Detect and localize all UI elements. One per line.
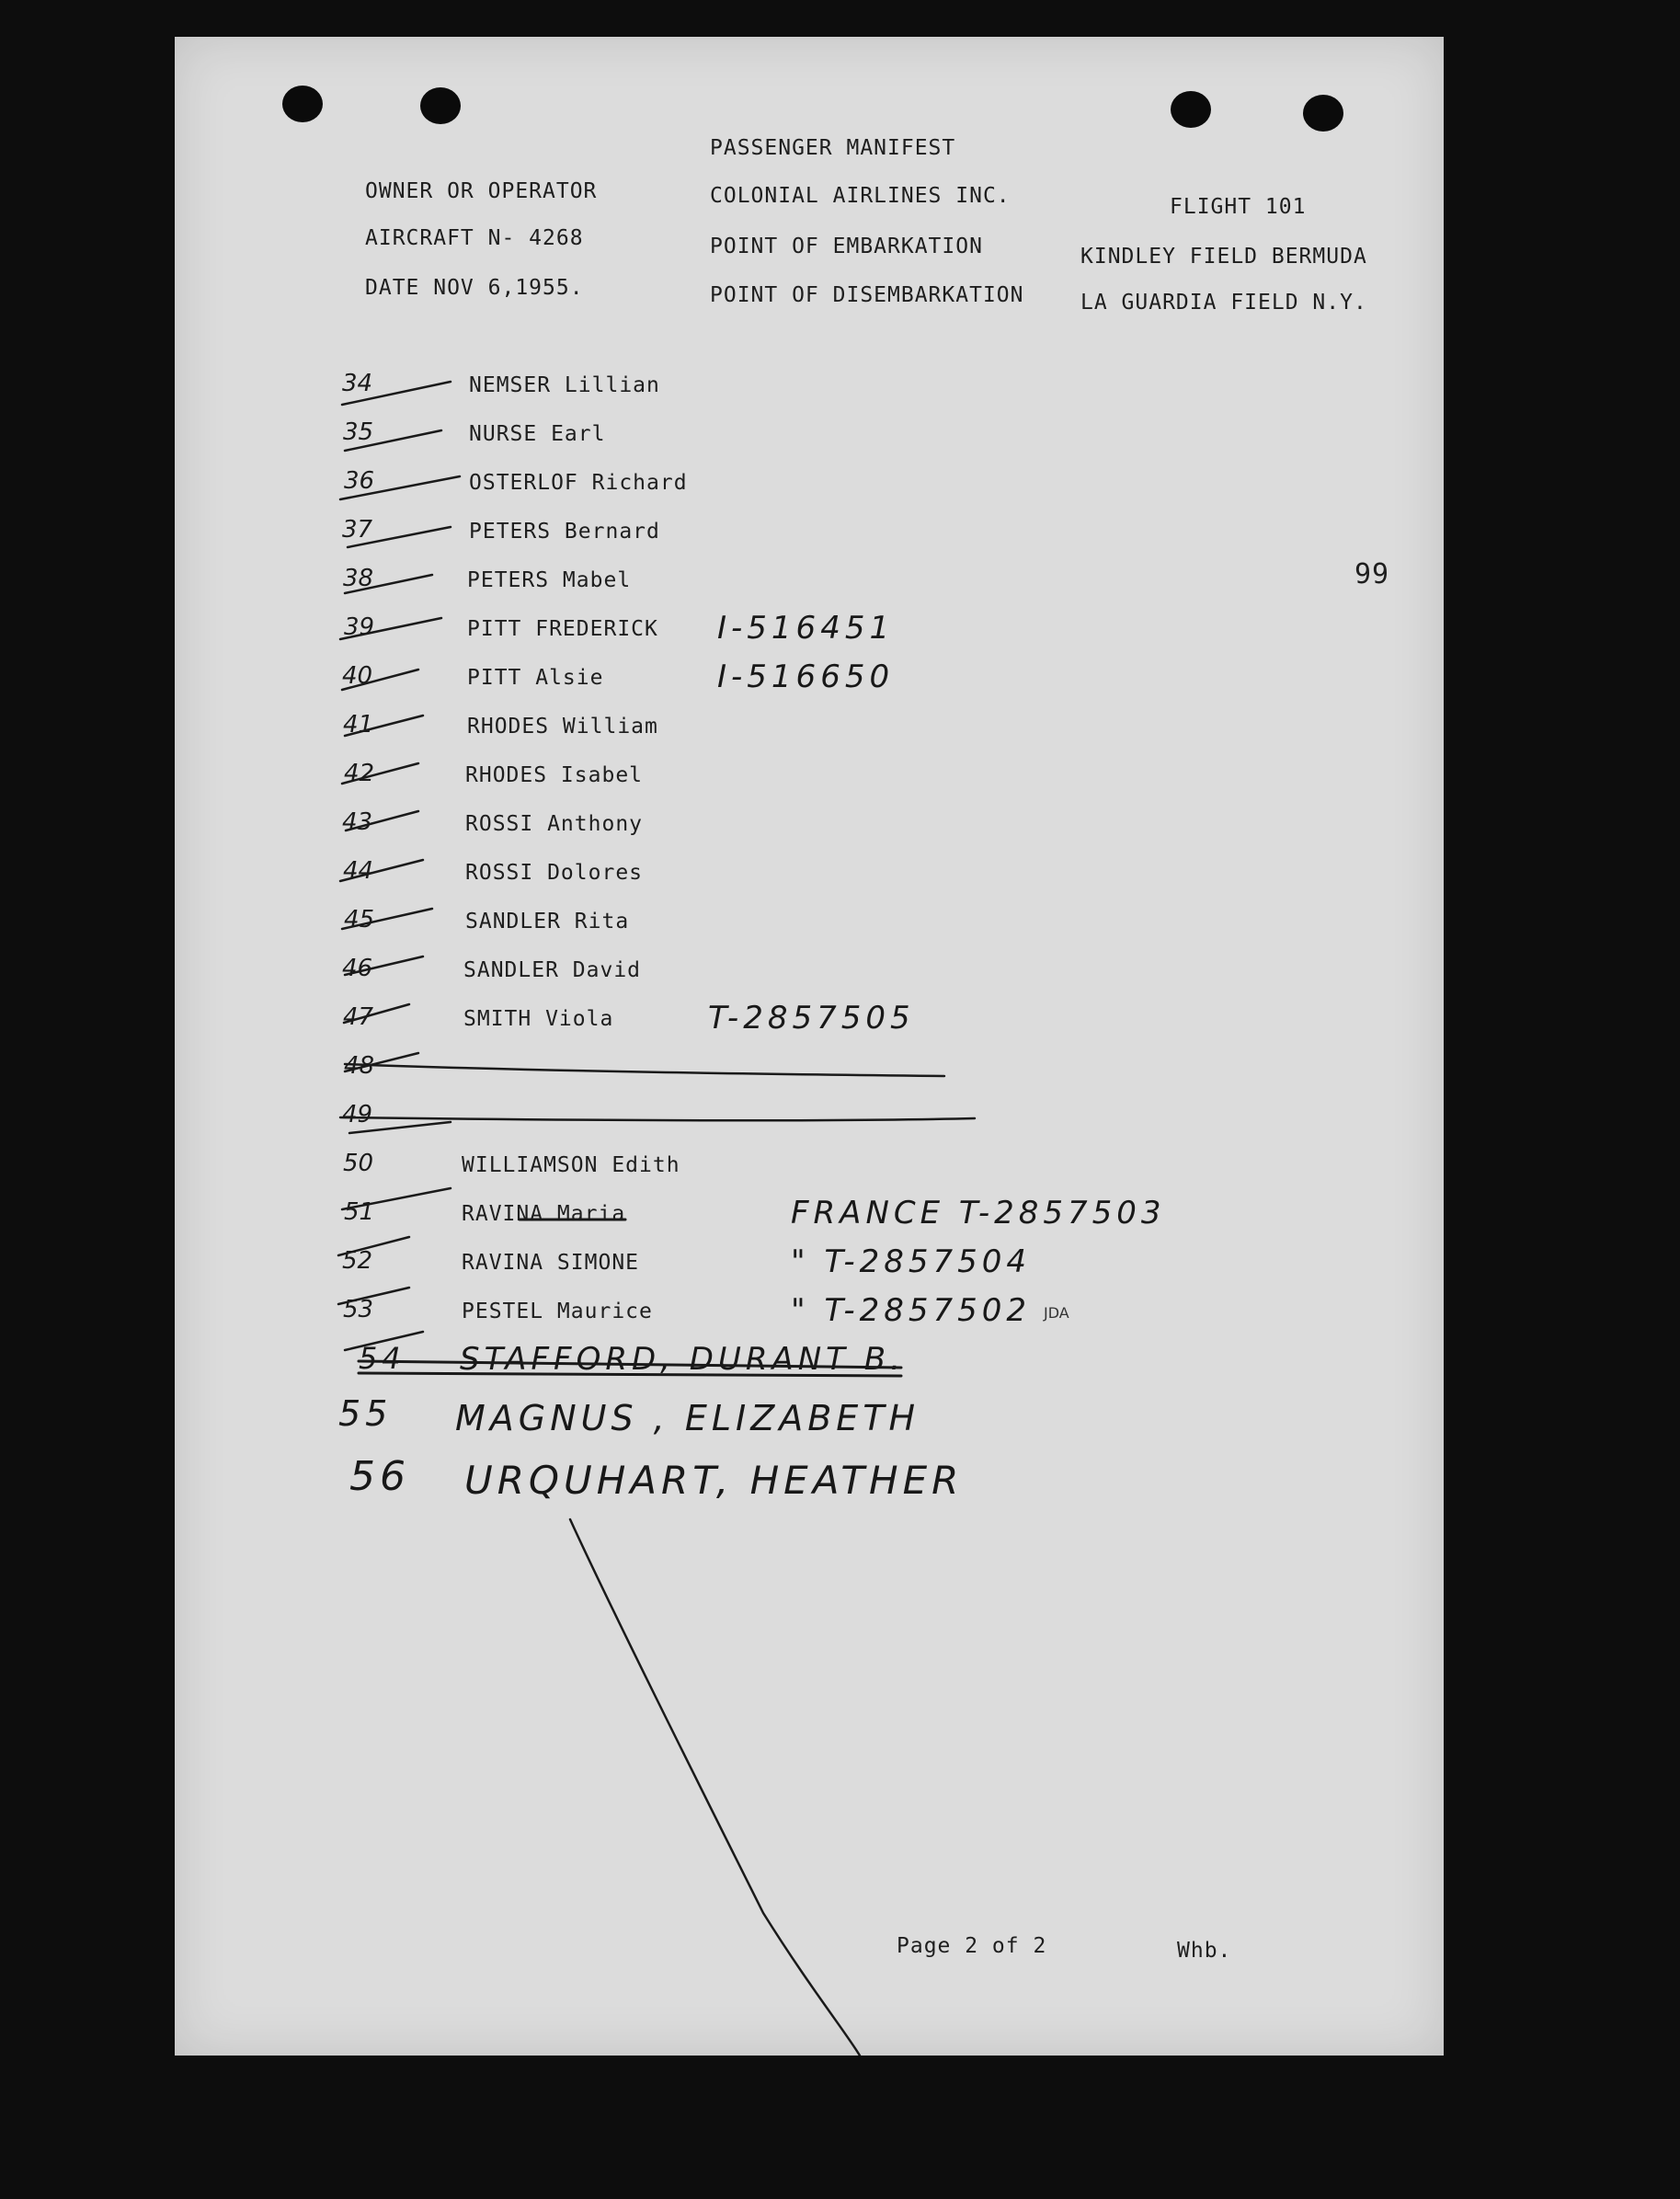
owner-label: OWNER OR OPERATOR: [365, 179, 598, 203]
passenger-number: 45: [344, 906, 375, 933]
passenger-name: ROSSI Dolores: [465, 861, 644, 885]
passenger-number: 52: [342, 1247, 373, 1275]
passenger-name: RHODES William: [467, 715, 658, 739]
passenger-name: NURSE Earl: [469, 422, 606, 446]
passenger-name: PITT Alsie: [467, 666, 604, 690]
passenger-name: OSTERLOF Richard: [469, 471, 688, 495]
crossed-entry-name: STAFFORD, DURANT B.: [460, 1341, 905, 1378]
passenger-number: 47: [343, 1003, 374, 1031]
handwritten-entry-number: 56: [349, 1453, 410, 1500]
passenger-number: 43: [342, 808, 373, 836]
passenger-number: 46: [342, 955, 373, 982]
crossed-entry-number: 54: [359, 1341, 406, 1376]
passenger-name: RAVINA Maria: [462, 1202, 626, 1226]
passenger-name: PETERS Bernard: [469, 520, 660, 544]
passenger-note: " T-2857504: [791, 1243, 1032, 1280]
flight-number: FLIGHT 101: [1170, 195, 1307, 219]
handwritten-entry-name: MAGNUS , ELIZABETH: [455, 1398, 920, 1438]
initials: JDA: [1044, 1304, 1069, 1322]
manifest-title: PASSENGER MANIFEST: [710, 136, 956, 160]
manifest-date: DATE NOV 6,1955.: [365, 276, 584, 300]
passenger-number: 37: [342, 516, 373, 544]
passenger-note: T-2857505: [708, 1000, 915, 1037]
passenger-number: 50: [343, 1150, 374, 1177]
disembark-value: LA GUARDIA FIELD N.Y.: [1080, 291, 1367, 315]
passenger-number: 51: [344, 1198, 375, 1226]
passenger-name: WILLIAMSON Edith: [462, 1153, 680, 1177]
passenger-number: 34: [342, 370, 373, 397]
passenger-note: FRANCE T-2857503: [791, 1195, 1166, 1231]
passenger-name: PESTEL Maurice: [462, 1300, 653, 1323]
passenger-name: ROSSI Anthony: [465, 812, 644, 836]
passenger-note: I-516451: [717, 610, 895, 647]
embark-value: KINDLEY FIELD BERMUDA: [1080, 245, 1367, 269]
passenger-name: RHODES Isabel: [465, 763, 644, 787]
passenger-note: I-516650: [717, 659, 895, 695]
handwritten-entry-name: URQUHART, HEATHER: [464, 1458, 964, 1503]
pen-marks: [175, 37, 1444, 2056]
aircraft-number: AIRCRAFT N- 4268: [365, 226, 584, 250]
page-number: Page 2 of 2: [897, 1934, 1047, 1958]
passenger-number: 49: [342, 1101, 373, 1128]
passenger-name: SMITH Viola: [463, 1007, 614, 1031]
owner-value: COLONIAL AIRLINES INC.: [710, 184, 1011, 208]
footer-initials: Whb.: [1177, 1939, 1232, 1963]
passenger-number: 42: [344, 760, 375, 787]
passenger-name: PITT FREDERICK: [467, 617, 658, 641]
passenger-name: SANDLER David: [463, 958, 642, 982]
passenger-number: 44: [343, 857, 374, 885]
passenger-number: 48: [344, 1052, 375, 1080]
passenger-name: NEMSER Lillian: [469, 373, 660, 397]
passenger-name: RAVINA SIMONE: [462, 1251, 640, 1275]
passenger-number: 39: [344, 613, 375, 641]
passenger-number: 38: [343, 565, 374, 592]
passenger-number: 41: [343, 711, 374, 739]
passenger-note: " T-2857502: [791, 1292, 1032, 1329]
passenger-name: SANDLER Rita: [465, 910, 630, 933]
passenger-name: PETERS Mabel: [467, 568, 632, 592]
passenger-number: 53: [343, 1296, 374, 1323]
passenger-number: 35: [343, 418, 374, 446]
manifest-sheet: [175, 37, 1444, 2056]
embark-label: POINT OF EMBARKATION: [710, 235, 983, 258]
disembark-label: POINT OF DISEMBARKATION: [710, 283, 1024, 307]
passenger-number: 36: [344, 467, 375, 495]
side-number: 99: [1354, 558, 1390, 590]
passenger-number: 40: [342, 662, 373, 690]
handwritten-entry-number: 55: [338, 1393, 393, 1434]
